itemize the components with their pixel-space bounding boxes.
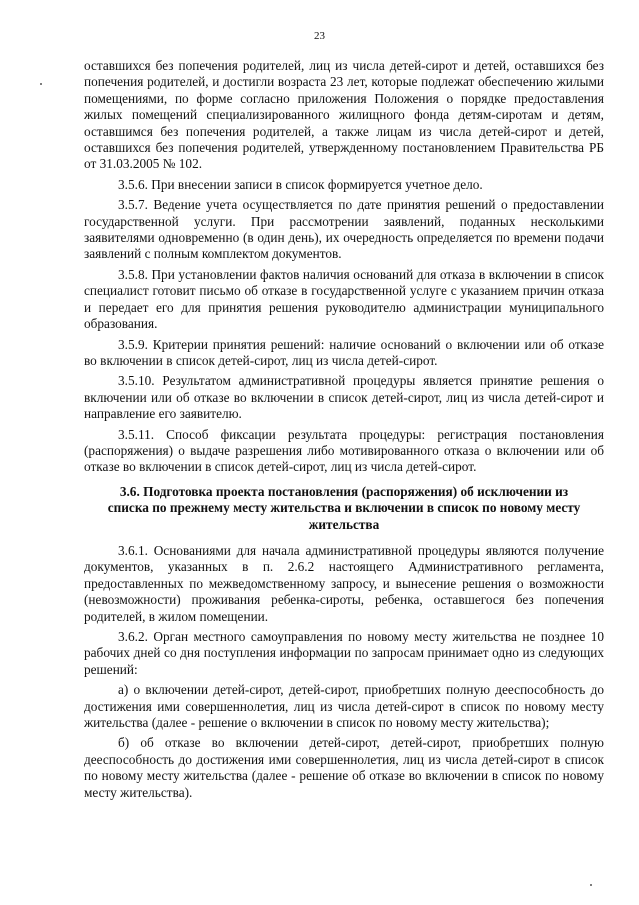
list-item-a: а) о включении детей-сирот, детей-сирот, приобретших полную дееспособность до достижения ими совершеннолетия, лиц из числа детей-сирот в список по новому месту жительства (далее - решение о включении в список по новому месту жительства);	[84, 682, 604, 731]
document-body	[84, 58, 604, 805]
paragraph-3-6-2: 3.6.2. Орган местного самоуправления по новому месту жительства не позднее 10 рабочих дней со дня поступления информации по запросам принимает одно из следующих решений:	[84, 629, 604, 677]
paragraph-3-5-9: 3.5.9. Критерии принятия решений: наличие оснований о включении или об отказе во включении в список детей-сирот, лиц из числа детей-сирот.	[84, 336, 604, 368]
section-heading-3-6: 3.6. Подготовка проекта постановления (распоряжения) об исключении из списка по прежнему месту жительства и включении в список по новому месту жительства	[107, 483, 581, 532]
paragraph-3-6-1: 3.6.1. Основаниями для начала административной процедуры являются получение документов, указанных в п. 2.6.2 настоящего Административного регламента, предоставленных по межведомственному запросу, и вынесение решения о возможности (невозможности) проживания ребенка-сироты, ребенка, оставшегося без попечения родителей, в жилом помещении.	[84, 542, 604, 624]
paragraph-3-5-7: 3.5.7. Ведение учета осуществляется по дате принятия решений о предоставлении государственной услуги. При рассмотрении заявлений, поданных несколькими заявителями одновременно (в один день), их очередность определяется по времени подачи заявлений с полным комплектом документов.	[84, 197, 604, 262]
paragraph-3-5-10: 3.5.10. Результатом административной процедуры является принятие решения о включении или об отказе во включении в список детей-сирот, лиц из числа детей-сирот и направление его заявителю.	[84, 373, 604, 422]
page-number: 23	[314, 30, 325, 42]
list-item-b: б) об отказе во включении детей-сирот, детей-сирот, приобретших полную дееспособность до достижения ими совершеннолетия, лиц из числа детей-сирот в список по новому месту жительства (далее - решение об отказе во включении в список по новому месту жительства).	[84, 735, 604, 800]
paragraph-3-5-11: 3.5.11. Способ фиксации результата процедуры: регистрация постановления (распоряжения) о выдаче разрешения либо мотивированного отказа о включении или об отказе во включении в список детей-сирот, лиц из числа детей-сирот.	[84, 426, 604, 475]
scan-speck	[40, 83, 42, 85]
paragraph-3-5-8: 3.5.8. При установлении фактов наличия оснований для отказа в включении в список специалист готовит письмо об отказе в государственной услуге с указанием причин отказа и передает его для принятия решения руководителю администрации муниципального образования.	[84, 266, 604, 332]
scan-speck	[590, 884, 592, 886]
paragraph-3-5-6: 3.5.6. При внесении записи в список формируется учетное дело.	[118, 176, 483, 192]
paragraph-continuation: оставшихся без попечения родителей, лиц из числа детей-сирот и детей, оставшихся без попечения родителей, и достигли возраста 23 лет, которые подлежат обеспечению жилыми помещениями, по форме согласно приложения Положения о порядке предоставления жилых помещений специализированного жилищного фонда детям-сиротам и детям, оставшимся без попечения родителей, а также лицам из числа детей-сирот и детей, оставшихся без попечения родителей, утвержденному постановлением Правительства РБ от 31.03.2005 № 102.	[84, 58, 604, 172]
